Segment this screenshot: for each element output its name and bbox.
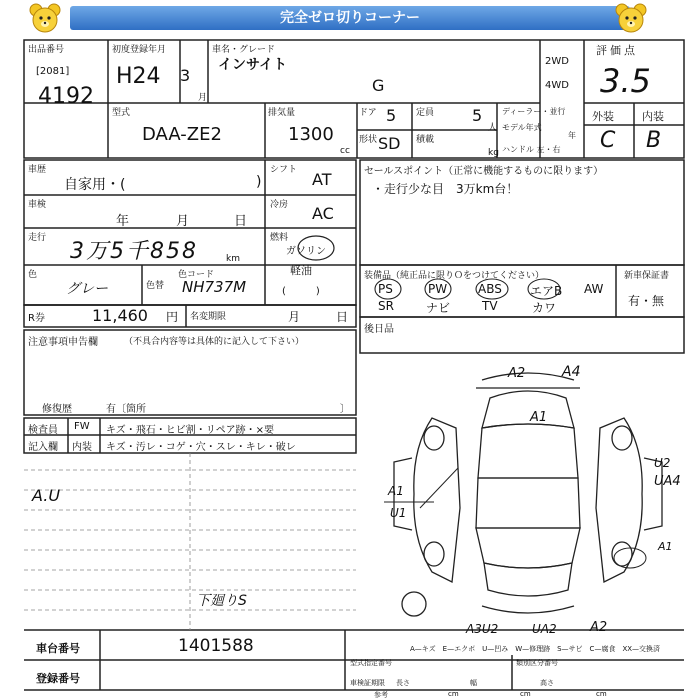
ac-label: 冷房 <box>270 200 289 210</box>
equip-navi: ナビ <box>426 301 451 315</box>
mark-right-u2: U2 <box>654 456 671 470</box>
checker-label-1: 検査員 <box>28 425 58 436</box>
fuel-paren: ( ) <box>282 286 320 297</box>
equip-aw: AW <box>584 282 604 296</box>
cert-label: 車検証期限 <box>350 679 385 687</box>
rating-int: B <box>646 128 662 153</box>
chassis-value: 1401588 <box>178 636 254 656</box>
recycle-unit: 円 <box>166 310 179 324</box>
after-install-label: 後日品 <box>364 324 394 335</box>
name-change-label: 名変期限 <box>190 312 227 322</box>
mileage-label: 走行 <box>28 233 47 243</box>
warranty-label: 新車保証書 <box>624 271 670 281</box>
inspection-day: 日 <box>234 214 248 229</box>
sales-label: セールスポイント（正常に機能するものに限ります） <box>364 166 604 177</box>
width-cm: cm <box>520 690 531 698</box>
mark-right-a1: A1 <box>658 540 673 553</box>
ref-label: 参考 <box>374 691 388 699</box>
history-close: ) <box>256 174 262 190</box>
repair-value: 有〔箇所 <box>106 404 146 415</box>
load-label: 積載 <box>416 135 435 145</box>
fuel-gas: ガソリン <box>286 246 326 257</box>
fuel-diesel: 軽油 <box>290 264 312 277</box>
mark-roof-a1: A1 <box>530 410 548 425</box>
dealer-label: ディーラー・並行 <box>502 107 566 116</box>
handnote-au: A.U <box>32 486 61 505</box>
handnote-under: 下廻りS <box>196 593 247 609</box>
regnum-label: 登録番号 <box>36 672 80 685</box>
mark-bottom-a2: A2 <box>590 620 608 635</box>
notes-sub: （不具合内容等は具体的に記入して下さい） <box>124 337 305 347</box>
height-label: 高さ <box>540 679 554 687</box>
inspection-month: 月 <box>176 214 190 229</box>
capacity-label: 定員 <box>416 108 435 118</box>
recycle-label: R券 <box>28 313 45 324</box>
mileage-value: 3万5千858 <box>70 239 198 264</box>
car-grade: G <box>372 76 385 95</box>
fuel-label: 燃料 <box>270 233 289 243</box>
rating-ext: C <box>600 128 616 153</box>
type-no-label: 型式指定番号 <box>350 659 392 667</box>
name-change-month: 月 <box>288 310 301 324</box>
doors-value: 5 <box>386 106 397 125</box>
equip-leather: カワ <box>532 301 557 315</box>
warranty-value: 有・無 <box>628 294 665 308</box>
mark-bottom-a3u2: A3U2 <box>466 622 499 636</box>
checker-label-2: 記入欄 <box>28 442 58 453</box>
width-label: 幅 <box>470 679 477 687</box>
history-value: 自家用・( <box>64 177 126 193</box>
equipment-label: 装備品（純正品に限りＯをつけてください） <box>364 271 545 281</box>
history-label: 車歴 <box>28 165 47 175</box>
color-code-label: 色コード <box>178 270 215 280</box>
mark-top-a2: A2 <box>508 366 526 381</box>
mark-left-a1: A1 <box>388 484 404 498</box>
recycle-value: 11,460 <box>92 306 148 325</box>
registration-label: 初度登録年月 <box>112 45 167 55</box>
repair-close: 〕 <box>340 404 350 415</box>
shape-label: 形状 <box>359 135 378 145</box>
shift-value: AT <box>312 170 332 189</box>
equipment-circle-marks <box>370 276 570 300</box>
model-label: 型式 <box>112 108 131 118</box>
model-year-label: モデル年式 <box>502 123 542 132</box>
sales-point: ・走行少な目 3万km台！ <box>372 182 519 196</box>
displacement-label: 排気量 <box>268 108 296 118</box>
shift-label: シフト <box>270 165 298 175</box>
load-unit: kg <box>488 148 499 158</box>
color-value: グレー <box>66 281 108 297</box>
displacement-unit: cc <box>340 146 350 156</box>
mark-top-a4: A4 <box>562 364 581 380</box>
damage-legend: A—キズ E—エクボ U—凹み W—修理跡 S—サビ C—腐食 XX—交換済 <box>410 645 661 653</box>
mark-bottom-ua2: UA2 <box>532 622 557 636</box>
height-cm: cm <box>596 690 607 698</box>
fuel-circle-mark <box>296 234 358 262</box>
displacement-value: 1300 <box>288 124 334 145</box>
capacity-value: 5 <box>472 106 483 125</box>
rating-score: 3.5 <box>600 62 651 100</box>
equip-sr: SR <box>378 299 394 313</box>
doors-label: ドア <box>359 108 377 118</box>
equip-ps: PS <box>378 282 393 296</box>
mileage-unit: km <box>226 254 240 264</box>
lot-label: 出品番号 <box>28 45 65 55</box>
repair-label: 修復歴 <box>42 404 72 415</box>
equip-pw: PW <box>428 282 448 296</box>
mark-left-u1: U1 <box>390 506 407 520</box>
header-title: 完全ゼロ切りコーナー <box>70 6 630 30</box>
capacity-unit: 人 <box>488 123 498 133</box>
mark-right-ua4: UA4 <box>654 474 681 489</box>
rating-ext-label: 外装 <box>592 110 614 123</box>
name-change-day: 日 <box>336 310 349 324</box>
color-change-label: 色替 <box>146 281 165 291</box>
car-damage-diagram <box>372 358 684 630</box>
drive-4wd: 4WD <box>545 80 569 91</box>
drive-2wd: 2WD <box>545 56 569 67</box>
length-label: 長さ <box>396 679 410 687</box>
length-cm: cm <box>448 690 459 698</box>
equip-airbag: エアB <box>530 284 563 298</box>
inspection-year: 年 <box>116 214 130 229</box>
color-code: NH737M <box>182 278 247 296</box>
car-label: 車名・グレード <box>212 45 276 55</box>
rating-int-label: 内装 <box>642 110 664 123</box>
registration-year: H24 <box>116 64 161 89</box>
car-name: インサイト <box>218 57 288 73</box>
ac-value: AC <box>312 204 334 223</box>
shape-value: SD <box>378 134 401 153</box>
lot-code: [2081] <box>36 66 70 77</box>
notes-label: 注意事項申告欄 <box>28 337 98 348</box>
model-value: DAA-ZE2 <box>142 124 222 145</box>
equip-abs: ABS <box>478 282 502 296</box>
equip-tv: TV <box>482 299 498 313</box>
class-no-label: 類別区分番号 <box>516 659 558 667</box>
registration-month-unit: 月 <box>198 93 208 103</box>
checker-fw: FW <box>74 421 90 432</box>
inspection-label: 車検 <box>28 200 47 210</box>
checker-interior: 内装 <box>72 442 92 453</box>
model-year-unit: 年 <box>568 131 576 140</box>
registration-month: 3 <box>180 66 191 85</box>
checker-line-2: キズ・汚レ・コゲ・穴・スレ・キレ・破レ <box>106 442 296 453</box>
rating-label: 評価点 <box>596 44 638 57</box>
checker-line-1: キズ・飛石・ヒビ割・リペア跡・×要 <box>106 425 274 436</box>
lot-number: 4192 <box>38 84 94 109</box>
color-label: 色 <box>28 270 38 280</box>
handle-label: ハンドル 左・右 <box>502 145 561 154</box>
chassis-label: 車台番号 <box>36 642 80 655</box>
